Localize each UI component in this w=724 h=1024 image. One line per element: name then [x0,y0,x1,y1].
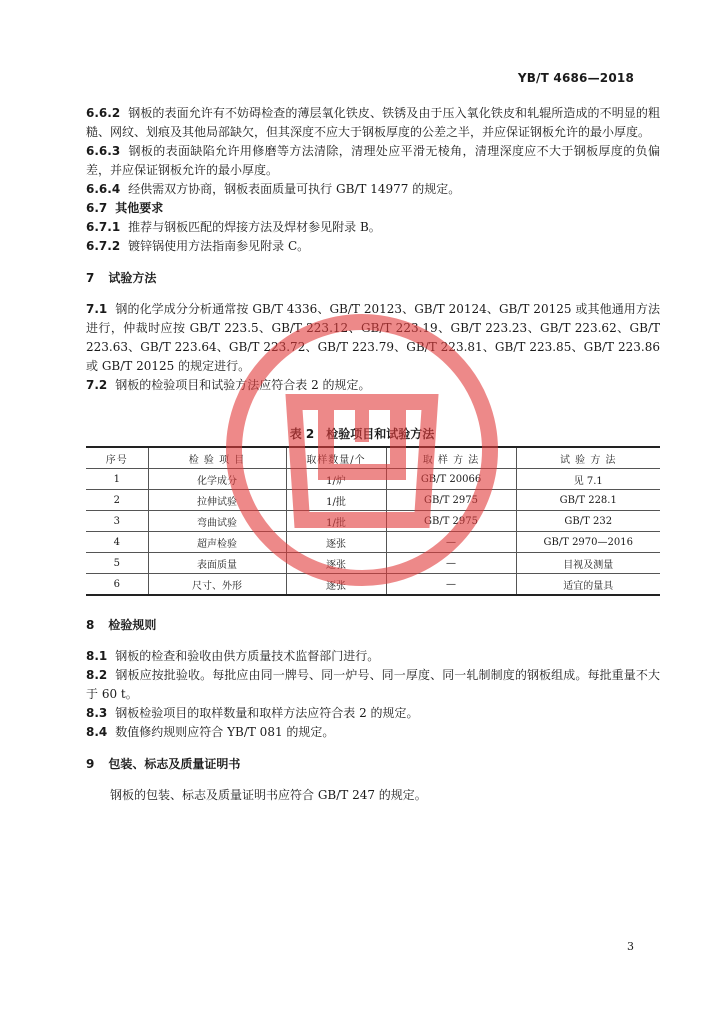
table-cell: 表面质量 [148,553,286,574]
clause-6-7-1: 6.7.1 推荐与钢板匹配的焊接方法及焊材参见附录 B。 [86,220,381,234]
clause-8-2: 8.2 钢板应按批验收。每批应由同一牌号、同一炉号、同一厚度、同一轧制制度的钢板组成。每批重量不大于 60 t。 [86,668,660,701]
table-cell: 3 [86,511,148,532]
table-cell: 1/批 [286,511,386,532]
table-cell: 逐张 [286,574,386,596]
clause-6-7-title: 6.7 其他要求 [86,201,164,215]
header-cell: 检 验 项 目 [148,447,286,469]
table-caption: 表 2 检验项目和试验方法 [289,427,435,441]
table-cell: 逐张 [286,532,386,553]
table-header-row [86,447,660,469]
table-cell: GB/T 228.1 [516,490,660,511]
standard-code: YB/T 4686—2018 [517,71,634,85]
page-number: 3 [627,940,634,953]
table-cell: 弯曲试验 [148,511,286,532]
table-row [86,574,660,596]
table-cell: GB/T 232 [516,511,660,532]
table-cell: 1/批 [286,490,386,511]
clause-7-2: 7.2 钢板的检验项目和试验方法应符合表 2 的规定。 [86,378,371,392]
table-row [86,469,660,490]
table-cell: — [386,574,516,596]
header-cell: 取 样 方 法 [386,447,516,469]
section-9-title: 9 包装、标志及质量证明书 [86,757,241,771]
clause-8-1: 8.1 钢板的检查和验收由供方质量技术监督部门进行。 [86,649,380,663]
table-cell: 6 [86,574,148,596]
table-cell: 适宜的量具 [516,574,660,596]
table-cell: 尺寸、外形 [148,574,286,596]
header-cell: 取样数量/个 [286,447,386,469]
table-row [86,511,660,532]
table-cell: 5 [86,553,148,574]
header-cell: 试 验 方 法 [516,447,660,469]
clause-7-1: 7.1 钢的化学成分分析通常按 GB/T 4336、GB/T 20123、GB/T 20124、GB/T 20125 或其他通用方法进行，仲裁时应按 GB/T 223.5、GB/T 223.12、GB/T 223.19、GB/T 223.23、GB/T 223.62、GB/T 223.63、GB/T 223.64、GB/T 223.72、GB/T 223.79、GB/T 223.81、GB/T 223.85、GB/T 223.86 或 GB/T 20125 的规定进行。 [86,302,660,373]
table-cell: 2 [86,490,148,511]
inspection-table [86,446,660,596]
section-7-title: 7 试验方法 [86,271,157,285]
table-row [86,532,660,553]
table-cell: 拉伸试验 [148,490,286,511]
clause-9-text: 钢板的包装、标志及质量证明书应符合 GB/T 247 的规定。 [110,788,427,802]
body-text-upper [86,104,660,395]
body-text-lower [86,616,660,805]
table-cell: 化学成分 [148,469,286,490]
table-row [86,553,660,574]
table-row [86,490,660,511]
table-cell: — [386,553,516,574]
clause-6-6-2: 6.6.2 钢板的表面允许有不妨碍检查的薄层氧化铁皮、铁锈及由于压入氧化铁皮和轧辊所造成的不明显的粗糙、网纹、划痕及其他局部缺欠，但其深度不应大于钢板厚度的公差之半，并应保证钢板允许的最小厚度。 [86,106,660,139]
table-cell: — [386,532,516,553]
clause-8-4: 8.4 数值修约规则应符合 YB/T 081 的规定。 [86,725,335,739]
table-cell: 目视及测量 [516,553,660,574]
clause-6-6-3: 6.6.3 钢板的表面缺陷允许用修磨等方法清除，清理处应平滑无棱角，清理深度应不大于钢板厚度的负偏差，并应保证钢板允许的最小厚度。 [86,144,660,177]
table-cell: 4 [86,532,148,553]
table-cell: 超声检验 [148,532,286,553]
section-8-title: 8 检验规则 [86,618,157,632]
header-cell: 序号 [86,447,148,469]
clause-6-7-2: 6.7.2 镀锌锅使用方法指南参见附录 C。 [86,239,310,253]
table-cell: GB/T 2975 [386,511,516,532]
table-cell: 1/炉 [286,469,386,490]
table-cell: GB/T 2975 [386,490,516,511]
table-cell: GB/T 20066 [386,469,516,490]
table-cell: GB/T 2970—2016 [516,532,660,553]
clause-8-3: 8.3 钢板检验项目的取样数量和取样方法应符合表 2 的规定。 [86,706,419,720]
table-cell: 1 [86,469,148,490]
table-cell: 逐张 [286,553,386,574]
table-cell: 见 7.1 [516,469,660,490]
clause-6-6-4: 6.6.4 经供需双方协商，钢板表面质量可执行 GB/T 14977 的规定。 [86,182,461,196]
